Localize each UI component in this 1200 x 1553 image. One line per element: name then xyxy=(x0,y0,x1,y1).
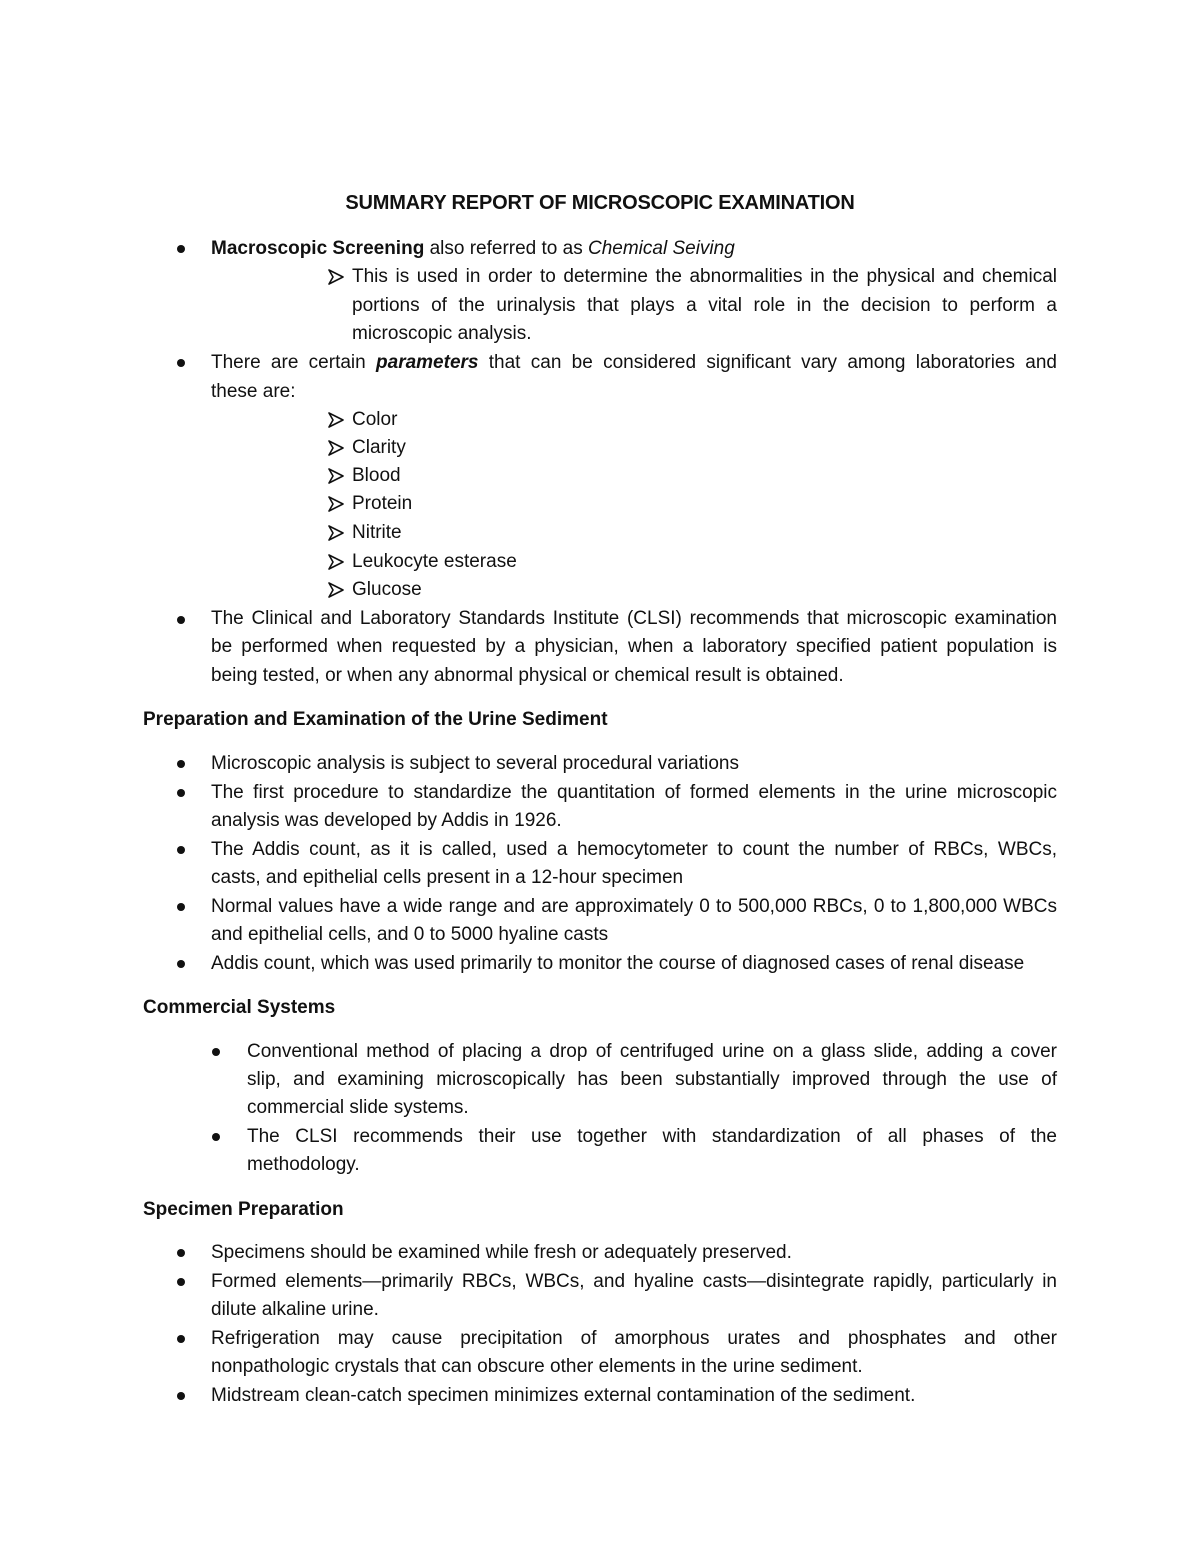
intro-bullet-2-line-1: There are certain parameters that can be considered significant vary among laboratories and xyxy=(211,352,1057,373)
intro-bullet-3-line-1: The Clinical and Laboratory Standards Institute (CLSI) recommends that microscopic examination xyxy=(211,608,1057,629)
bullet-icon xyxy=(177,1392,185,1400)
specimen-bullet-1: Specimens should be examined while fresh or adequately preserved. xyxy=(211,1242,792,1263)
arrow-bullet-icon xyxy=(328,269,344,285)
bullet-icon xyxy=(177,1278,185,1286)
bullet-icon xyxy=(177,1249,185,1257)
commercial-bullet-1-line-3: commercial slide systems. xyxy=(247,1097,469,1118)
parameter-item: Leukocyte esterase xyxy=(352,551,517,572)
bullet-icon xyxy=(177,903,185,911)
arrow-bullet-icon xyxy=(328,468,344,484)
bullet-icon xyxy=(177,616,185,624)
specimen-bullet-3-line-2: nonpathologic crystals that can obscure other elements in the urine sediment. xyxy=(211,1356,863,1377)
parameter-item: Glucose xyxy=(352,579,422,600)
parameter-item: Nitrite xyxy=(352,522,402,543)
intro-bullet-2-line-2: these are: xyxy=(211,381,296,402)
section-heading-specimen: Specimen Preparation xyxy=(143,1199,344,1220)
intro-bullet-1-text: also referred to as xyxy=(424,238,588,259)
specimen-bullet-4: Midstream clean-catch specimen minimizes external contamination of the sediment. xyxy=(211,1385,916,1406)
sub-bullet-line-1: This is used in order to determine the abnormalities in the physical and chemical xyxy=(352,266,1057,287)
arrow-bullet-icon xyxy=(328,582,344,598)
prep-bullet-3-line-1: The Addis count, as it is called, used a hemocytometer to count the number of RBCs, WBCs, xyxy=(211,839,1057,860)
commercial-bullet-1-line-2: slip, and examining microscopically has been substantially improved through the use of xyxy=(247,1069,1057,1090)
macroscopic-screening-term: Macroscopic Screening xyxy=(211,238,425,259)
page-title: SUMMARY REPORT OF MICROSCOPIC EXAMINATION xyxy=(345,192,855,214)
prep-bullet-4-line-2: and epithelial cells, and 0 to 5000 hyaline casts xyxy=(211,924,609,945)
arrow-bullet-icon xyxy=(328,525,344,541)
bullet-icon xyxy=(212,1133,220,1141)
arrow-bullet-icon xyxy=(328,496,344,512)
chemical-seiving-term: Chemical Seiving xyxy=(588,238,735,259)
bullet-icon xyxy=(177,245,185,253)
parameter-item: Protein xyxy=(352,493,413,514)
arrow-bullet-icon xyxy=(328,440,344,456)
section-heading-preparation: Preparation and Examination of the Urine Sediment xyxy=(143,709,608,730)
sub-bullet-line-2: portions of the urinalysis that plays a vital role in the decision to perform a xyxy=(352,295,1057,316)
intro-bullet-1 xyxy=(211,237,735,261)
bullet-icon xyxy=(177,760,185,768)
specimen-bullet-3-line-1: Refrigeration may cause precipitation of amorphous urates and phosphates and other xyxy=(211,1328,1057,1349)
commercial-bullet-1-line-1: Conventional method of placing a drop of centrifuged urine on a glass slide, adding a cover xyxy=(247,1041,1057,1062)
arrow-bullet-icon xyxy=(328,412,344,428)
specimen-bullet-2-line-2: dilute alkaline urine. xyxy=(211,1299,379,1320)
arrow-bullet-icon xyxy=(328,554,344,570)
sub-bullet-line-3: microscopic analysis. xyxy=(352,323,532,344)
bullet-icon xyxy=(177,1335,185,1343)
prep-bullet-2-line-2: analysis was developed by Addis in 1926. xyxy=(211,810,562,831)
intro-bullet-3-line-2: be performed when requested by a physician, when a laboratory specified patient population is xyxy=(211,636,1057,657)
intro-bullet-3-line-3: being tested, or when any abnormal physical or chemical result is obtained. xyxy=(211,665,844,686)
parameter-item: Clarity xyxy=(352,437,406,458)
specimen-bullet-2-line-1: Formed elements—primarily RBCs, WBCs, and hyaline casts—disintegrate rapidly, particularly in xyxy=(211,1271,1057,1292)
commercial-bullet-2-line-1: The CLSI recommends their use together with standardization of all phases of the xyxy=(247,1126,1057,1147)
prep-bullet-2-line-1: The first procedure to standardize the quantitation of formed elements in the urine microscopic xyxy=(211,782,1057,803)
bullet-icon xyxy=(177,960,185,968)
section-heading-commercial: Commercial Systems xyxy=(143,997,336,1018)
prep-bullet-1: Microscopic analysis is subject to several procedural variations xyxy=(211,753,740,774)
prep-bullet-4-line-1: Normal values have a wide range and are approximately 0 to 500,000 RBCs, 0 to 1,800,000 WBCs xyxy=(211,896,1057,917)
prep-bullet-5: Addis count, which was used primarily to monitor the course of diagnosed cases of renal disease xyxy=(211,953,1025,974)
commercial-bullet-2-line-2: methodology. xyxy=(247,1154,360,1175)
bullet-icon xyxy=(177,359,185,367)
prep-bullet-3-line-2: casts, and epithelial cells present in a 12-hour specimen xyxy=(211,867,684,888)
parameter-item: Color xyxy=(352,409,398,430)
bullet-icon xyxy=(177,846,185,854)
bullet-icon xyxy=(177,789,185,797)
parameter-item: Blood xyxy=(352,465,401,486)
parameters-term: parameters xyxy=(376,352,479,373)
bullet-icon xyxy=(212,1048,220,1056)
